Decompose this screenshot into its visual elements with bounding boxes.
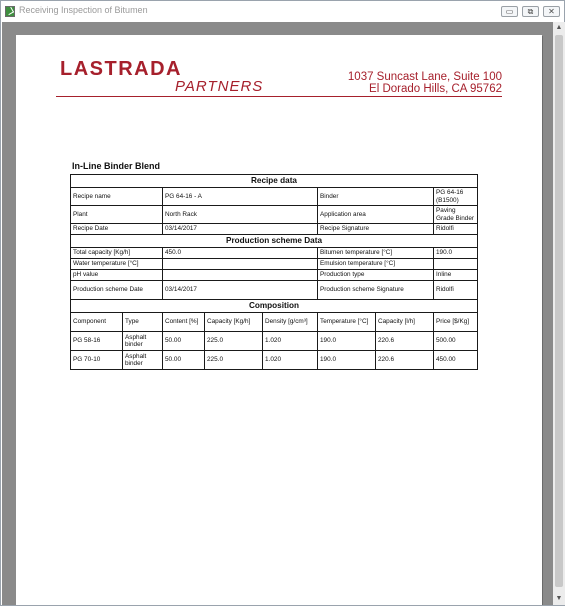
value-cell: 03/14/2017 [163, 224, 318, 235]
table-row [71, 224, 478, 235]
label-cell: Production scheme Date [71, 281, 163, 300]
label-cell: Recipe Signature [318, 224, 434, 235]
table-cell: 220.6 [376, 351, 434, 370]
value-cell: 450.0 [163, 248, 318, 259]
table-cell: 450.00 [434, 351, 478, 370]
value-cell: 190.0 [434, 248, 478, 259]
table-cell: 50.00 [163, 351, 205, 370]
composition-header-row [71, 313, 478, 332]
scroll-down-arrow-icon[interactable]: ▼ [555, 595, 563, 602]
value-cell: Ridolfi [434, 281, 478, 300]
value-cell: 03/14/2017 [163, 281, 318, 300]
table-cell: 225.0 [205, 332, 263, 351]
label-cell: Recipe Date [71, 224, 163, 235]
table-row [71, 270, 478, 281]
company-logo [60, 58, 264, 100]
scroll-up-arrow-icon[interactable]: ▲ [555, 24, 563, 31]
label-cell: Total capacity [Kg/h] [71, 248, 163, 259]
value-cell: North Rack [163, 206, 318, 224]
minimize-button[interactable]: ▭ [501, 6, 518, 17]
window-title: Receiving Inspection of Bitumen [19, 5, 148, 15]
table-cell: 220.6 [376, 332, 434, 351]
vertical-scrollbar[interactable] [553, 22, 565, 605]
column-header: Price [$/Kg] [434, 313, 478, 332]
table-cell: 225.0 [205, 351, 263, 370]
table-cell: 1.020 [263, 332, 318, 351]
document-title: In-Line Binder Blend [72, 161, 161, 171]
label-cell: Production type [318, 270, 434, 281]
scroll-thumb[interactable] [555, 35, 563, 587]
label-cell: Bitumen temperature [°C] [318, 248, 434, 259]
address-line-2: El Dorado Hills, CA 95762 [369, 83, 502, 95]
value-cell [163, 259, 318, 270]
value-cell: PG 64-16 - A [163, 188, 318, 206]
close-button[interactable]: ✕ [543, 6, 560, 17]
value-cell [163, 270, 318, 281]
table-cell: Asphalt binder [123, 332, 163, 351]
logo-wordmark: LASTRADA [60, 58, 182, 80]
label-cell: Production scheme Signature [318, 281, 434, 300]
production-section-header: Production scheme Data [71, 235, 478, 248]
label-cell: Emulsion temperature [°C] [318, 259, 434, 270]
label-cell: Binder [318, 188, 434, 206]
label-cell: pH value [71, 270, 163, 281]
table-cell: 500.00 [434, 332, 478, 351]
column-header: Density [g/cm³] [263, 313, 318, 332]
table-row [71, 206, 478, 224]
table-row [71, 351, 478, 370]
label-cell: Application area [318, 206, 434, 224]
table-cell: 190.0 [318, 351, 376, 370]
column-header: Type [123, 313, 163, 332]
label-cell: Plant [71, 206, 163, 224]
column-header: Temperature [°C] [318, 313, 376, 332]
table-row [71, 248, 478, 259]
maximize-button[interactable]: ⧉ [522, 6, 539, 17]
table-cell: 50.00 [163, 332, 205, 351]
table-cell: 1.020 [263, 351, 318, 370]
column-header: Capacity [Kg/h] [205, 313, 263, 332]
recipe-table [70, 174, 478, 370]
column-header: Component [71, 313, 123, 332]
value-cell: PG 64-16 (B1500) [434, 188, 478, 206]
label-cell: Recipe name [71, 188, 163, 206]
table-row [71, 188, 478, 206]
logo-subtitle: PARTNERS [175, 78, 264, 95]
column-header: Content [%] [163, 313, 205, 332]
header-divider [56, 96, 502, 97]
table-cell: PG 70-10 [71, 351, 123, 370]
report-canvas [2, 22, 553, 605]
value-cell [434, 259, 478, 270]
value-cell: Paving Grade Binder [434, 206, 478, 224]
column-header: Capacity [l/h] [376, 313, 434, 332]
table-cell: PG 58-16 [71, 332, 123, 351]
title-bar[interactable] [1, 1, 564, 22]
table-cell: 190.0 [318, 332, 376, 351]
value-cell: Ridolfi [434, 224, 478, 235]
address-line-1: 1037 Suncast Lane, Suite 100 [347, 71, 502, 83]
recipe-section-header: Recipe data [71, 175, 478, 188]
table-row [71, 281, 478, 300]
label-cell: Water temperature [°C] [71, 259, 163, 270]
table-row [71, 259, 478, 270]
app-icon [5, 6, 15, 17]
value-cell: Inline [434, 270, 478, 281]
table-cell: Asphalt binder [123, 351, 163, 370]
table-row [71, 332, 478, 351]
report-page [16, 35, 542, 605]
composition-section-header: Composition [71, 300, 478, 313]
